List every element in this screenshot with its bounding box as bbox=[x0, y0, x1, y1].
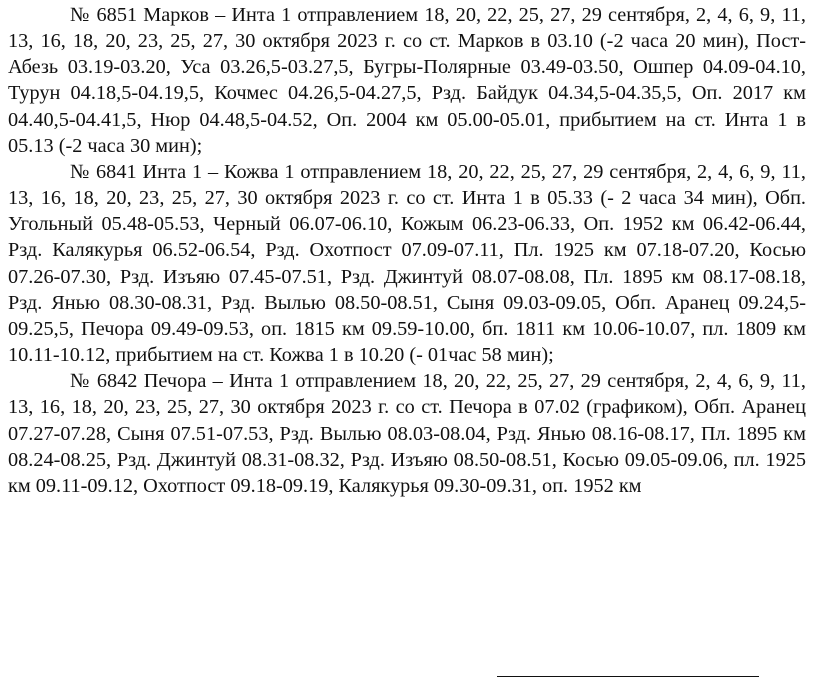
document-body bbox=[8, 2, 806, 499]
train-6842-paragraph: № 6842 Печора – Инта 1 отправлением 18, 20, 22, 25, 27, 29 сентября, 2, 4, 6, 9, 11, 13, 16, 18, 20, 23, 25, 27, 30 октября 2023 г. со ст. Печора в 07.02 (графиком), Обп. Аранец 07.27-07.28, Сыня 07.51-07.53, Рзд. Вылью 08.03-08.04, Рзд. Янью 08.16-08.17, Пл. 1895 км 08.24-08.25, Рзд. Джинтуй 08.31-08.32, Рзд. Изъяю 08.50-08.51, Косью 09.05-09.06, пл. 1925 км 09.11-09.12, Охотпост 09.18-09.19, Калякурья 09.30-09.31, оп. 1952 км bbox=[8, 370, 806, 497]
train-6841-paragraph: № 6841 Инта 1 – Кожва 1 отправлением 18, 20, 22, 25, 27, 29 сентября, 2, 4, 6, 9, 11, 13, 16, 18, 20, 23, 25, 27, 30 октября 2023 г. со ст. Инта 1 в 05.33 (- 2 часа 34 мин), Обп. Угольный 05.48-05.53, Черный 06.07-06.10, Кожым 06.23-06.33, Оп. 1952 км 06.42-06.44, Рзд. Калякурья 06.52-06.54, Рзд. Охотпост 07.09-07.11, Пл. 1925 км 07.18-07.20, Косью 07.26-07.30, Рзд. Изъяю 07.45-07.51, Рзд. Джинтуй 08.07-08.08, Пл. 1895 км 08.17-08.18, Рзд. Янью 08.30-08.31, Рзд. Вылью 08.50-08.51, Сыня 09.03-09.05, Обп. Аранец 09.24,5-09.25,5, Печора 09.49-09.53, оп. 1815 км 09.59-10.00, бп. 1811 км 10.06-10.07, пл. 1809 км 10.11-10.12, прибытием на ст. Кожва 1 в 10.20 (- 01час 58 мин); bbox=[8, 160, 806, 367]
underline-mark bbox=[497, 676, 759, 677]
train-6851-paragraph: № 6851 Марков – Инта 1 отправлением 18, 20, 22, 25, 27, 29 сентября, 2, 4, 6, 9, 11, 13, 16, 18, 20, 23, 25, 27, 30 октября 2023 г. со ст. Марков в 03.10 (-2 часа 20 мин), Пост-Абезь 03.19-03.20, Уса 03.26,5-03.27,5, Бугры-Полярные 03.49-03.50, Ошпер 04.09-04.10, Турун 04.18,5-04.19,5, Кочмес 04.26,5-04.27,5, Рзд. Байдук 04.34,5-04.35,5, Оп. 2017 км 04.40,5-04.41,5, Нюр 04.48,5-04.52, Оп. 2004 км 05.00-05.01, прибытием на ст. Инта 1 в 05.13 (-2 часа 30 мин); bbox=[8, 4, 806, 157]
